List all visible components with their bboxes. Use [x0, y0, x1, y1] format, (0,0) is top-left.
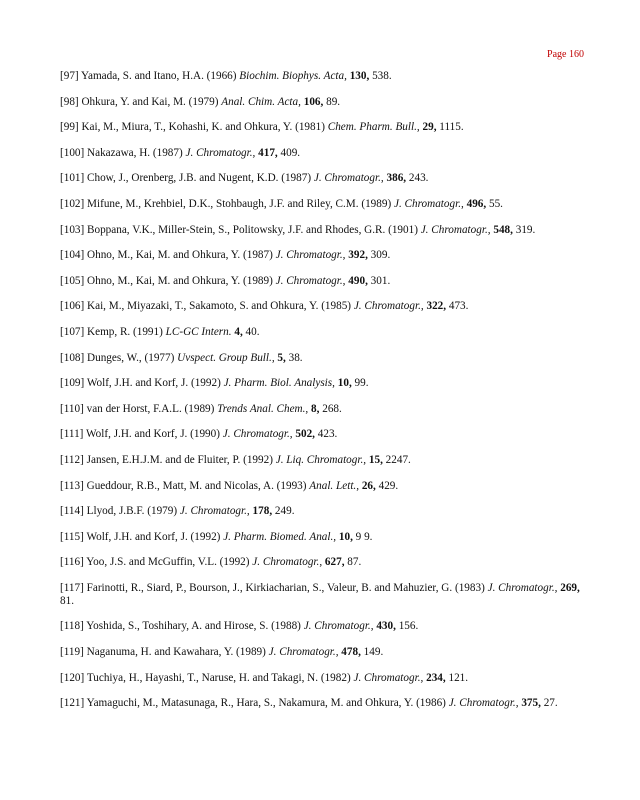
ref-volume: 234, — [426, 671, 446, 684]
ref-number: [106] — [60, 300, 85, 313]
ref-volume: 478, — [341, 646, 361, 659]
ref-authors: Ohno, M., Kai, M. and Ohkura, Y. (1987) — [87, 249, 273, 262]
ref-journal: J. Liq. Chromatogr., — [275, 453, 367, 466]
ref-pages: 89. — [326, 95, 341, 108]
ref-journal: Anal. Lett., — [309, 479, 360, 492]
reference-item — [60, 531, 592, 544]
ref-journal: J. Chromatogr., — [179, 505, 250, 518]
reference-item — [60, 672, 592, 685]
reference-item — [60, 249, 592, 262]
ref-journal: Trends Anal. Chem., — [217, 402, 309, 415]
reference-item — [60, 697, 592, 710]
ref-authors: Wolf, J.H. and Korf, J. (1992) — [86, 530, 221, 543]
ref-number: [108] — [60, 351, 85, 364]
ref-volume: 15, — [368, 453, 383, 466]
ref-number: [99] — [60, 121, 79, 134]
reference-item — [60, 620, 592, 633]
ref-number: [113] — [60, 479, 84, 492]
ref-pages: 38. — [288, 351, 303, 364]
ref-journal: J. Chromatogr., — [393, 197, 464, 210]
ref-number: [101] — [60, 172, 85, 185]
ref-authors: Chow, J., Orenberg, J.B. and Nugent, K.D. (1987) — [87, 172, 312, 185]
ref-journal: J. Chromatogr., — [303, 620, 374, 633]
ref-journal: J. Chromatogr., — [353, 300, 424, 313]
ref-number: [103] — [60, 223, 85, 236]
ref-pages: 423. — [317, 428, 338, 441]
reference-item — [60, 70, 592, 83]
ref-pages: 309. — [370, 249, 391, 262]
ref-journal: J. Chromatogr., — [252, 556, 323, 569]
ref-number: [116] — [60, 556, 84, 569]
ref-number: [105] — [60, 274, 85, 287]
ref-authors: Llyod, J.B.F. (1979) — [86, 505, 178, 518]
ref-volume: 106, — [303, 95, 324, 108]
ref-volume: 4, — [234, 325, 243, 338]
ref-journal: J. Chromatogr., — [353, 671, 424, 684]
ref-authors: Yoshida, S., Toshihary, A. and Hirose, S. (1988) — [86, 620, 301, 633]
ref-volume: 322, — [426, 300, 447, 313]
reference-item — [60, 505, 592, 518]
page-number: Page 160 — [547, 49, 584, 60]
ref-pages: 429. — [378, 479, 399, 492]
ref-volume: 548, — [493, 223, 513, 236]
ref-authors: Ohno, M., Kai, M. and Ohkura, Y. (1989) — [87, 274, 273, 287]
ref-authors: Naganuma, H. and Kawahara, Y. (1989) — [86, 646, 266, 659]
ref-authors: Tuchiya, H., Hayashi, T., Naruse, H. and Takagi, N. (1982) — [86, 671, 351, 684]
ref-authors: Jansen, E.H.J.M. and de Fluiter, P. (1992) — [86, 453, 273, 466]
ref-volume: 269, — [560, 581, 580, 594]
ref-journal: J. Chromatogr., — [185, 146, 256, 159]
ref-pages: 156. — [398, 620, 419, 633]
ref-journal: Chem. Pharm. Bull., — [327, 121, 420, 134]
reference-item — [60, 326, 592, 339]
reference-item — [60, 172, 592, 185]
ref-pages: 87. — [347, 556, 362, 569]
ref-volume: 375, — [521, 697, 541, 710]
ref-volume: 10, — [337, 377, 352, 390]
ref-volume: 490, — [348, 274, 368, 287]
ref-number: [121] — [60, 697, 85, 710]
ref-authors: Farinotti, R., Siard, P., Bourson, J., Kirkiacharian, S., Valeur, B. and Mahuzier, G. (1983) — [86, 581, 485, 594]
ref-authors: Nakazawa, H. (1987) — [87, 146, 183, 159]
reference-item — [60, 480, 592, 493]
ref-number: [112] — [60, 453, 84, 466]
ref-authors: Gueddour, R.B., Matt, M. and Nicolas, A. (1993) — [86, 479, 307, 492]
ref-number: [107] — [60, 325, 85, 338]
ref-authors: Kai, M., Miura, T., Kohashi, K. and Ohkura, Y. (1981) — [81, 121, 325, 134]
ref-pages: 268. — [322, 402, 342, 415]
ref-volume: 8, — [311, 402, 320, 415]
ref-journal: J. Chromatogr., — [313, 172, 384, 185]
ref-number: [110] — [60, 402, 84, 415]
ref-pages: 249. — [274, 505, 295, 518]
reference-item — [60, 300, 592, 313]
ref-volume: 430, — [376, 620, 396, 633]
reference-item — [60, 121, 592, 134]
ref-number: [117] — [60, 581, 84, 594]
ref-number: [109] — [60, 377, 85, 390]
ref-number: [115] — [60, 530, 84, 543]
ref-volume: 178, — [252, 505, 273, 518]
ref-journal: J. Chromatogr., — [487, 581, 558, 594]
ref-journal: J. Chromatogr., — [275, 274, 346, 287]
ref-volume: 392, — [348, 249, 368, 262]
ref-authors: Dunges, W., (1977) — [87, 351, 175, 364]
ref-number: [118] — [60, 620, 84, 633]
ref-number: [104] — [60, 249, 85, 262]
reference-item — [60, 377, 592, 390]
ref-journal: J. Pharm. Biol. Analysis, — [223, 377, 335, 390]
ref-volume: 130, — [349, 70, 370, 82]
ref-journal: Anal. Chim. Acta, — [221, 95, 301, 108]
reference-item — [60, 96, 592, 109]
ref-pages: 319. — [515, 223, 536, 236]
ref-number: [119] — [60, 646, 84, 659]
ref-journal: Biochim. Biophys. Acta, — [239, 70, 347, 82]
ref-authors: Kai, M., Miyazaki, T., Sakamoto, S. and Ohkura, Y. (1985) — [87, 300, 352, 313]
reference-item — [60, 454, 592, 467]
reference-item — [60, 198, 592, 211]
ref-journal: J. Chromatogr., — [420, 223, 491, 236]
ref-pages: 9 9. — [355, 530, 373, 543]
ref-volume: 496, — [466, 197, 487, 210]
reference-item — [60, 646, 592, 659]
reference-item — [60, 275, 592, 288]
ref-volume: 10, — [338, 530, 353, 543]
ref-journal: Uvspect. Group Bull., — [177, 351, 275, 364]
ref-pages: 473. — [448, 300, 469, 313]
ref-authors: Yoo, J.S. and McGuffin, V.L. (1992) — [86, 556, 250, 569]
reference-item — [60, 582, 592, 608]
ref-authors: Yamada, S. and Itano, H.A. (1966) — [81, 70, 237, 82]
ref-journal: J. Chromatogr., — [448, 697, 519, 710]
ref-pages: 99. — [354, 377, 369, 390]
ref-pages: 27. — [543, 697, 558, 710]
ref-volume: 417, — [258, 146, 278, 159]
ref-pages: 81. — [60, 594, 74, 607]
ref-pages: 1115. — [439, 121, 464, 134]
ref-volume: 502, — [295, 428, 315, 441]
ref-authors: Wolf, J.H. and Korf, J. (1990) — [86, 428, 220, 441]
ref-pages: 121. — [448, 671, 469, 684]
ref-pages: 301. — [370, 274, 391, 287]
ref-authors: Ohkura, Y. and Kai, M. (1979) — [81, 95, 219, 108]
reference-item — [60, 556, 592, 569]
ref-number: [100] — [60, 146, 85, 159]
ref-pages: 55. — [488, 197, 503, 210]
ref-number: [98] — [60, 95, 79, 108]
ref-authors: Boppana, V.K., Miller-Stein, S., Politowsky, J.F. and Rhodes, G.R. (1901) — [87, 223, 418, 236]
ref-journal: J. Pharm. Biomed. Anal., — [223, 530, 337, 543]
ref-pages: 40. — [245, 325, 260, 338]
reference-item — [60, 224, 592, 237]
ref-number: [102] — [60, 197, 85, 210]
ref-volume: 627, — [324, 556, 345, 569]
ref-journal: LC-GC Intern. — [165, 325, 232, 338]
ref-pages: 149. — [363, 646, 384, 659]
ref-number: [120] — [60, 671, 85, 684]
ref-volume: 29, — [422, 121, 437, 134]
ref-authors: van der Horst, F.A.L. (1989) — [86, 402, 215, 415]
ref-volume: 26, — [361, 479, 376, 492]
reference-list — [60, 70, 592, 723]
reference-item — [60, 147, 592, 160]
ref-pages: 409. — [280, 146, 301, 159]
ref-number: [97] — [60, 70, 79, 82]
ref-volume: 5, — [277, 351, 286, 364]
ref-journal: J. Chromatogr., — [268, 646, 339, 659]
ref-pages: 2247. — [385, 453, 411, 466]
ref-journal: J. Chromatogr., — [275, 249, 346, 262]
ref-volume: 386, — [386, 172, 407, 185]
ref-number: [114] — [60, 505, 84, 518]
ref-authors: Kemp, R. (1991) — [87, 325, 163, 338]
reference-item — [60, 428, 592, 441]
ref-authors: Yamaguchi, M., Matasunaga, R., Hara, S., Nakamura, M. and Ohkura, Y. (1986) — [86, 697, 446, 710]
ref-authors: Mifune, M., Krehbiel, D.K., Stohbaugh, J.F. and Riley, C.M. (1989) — [87, 197, 392, 210]
ref-pages: 538. — [372, 70, 392, 82]
ref-journal: J. Chromatogr., — [222, 428, 293, 441]
ref-pages: 243. — [408, 172, 429, 185]
reference-item — [60, 352, 592, 365]
ref-number: [111] — [60, 428, 84, 441]
reference-item — [60, 403, 592, 416]
ref-authors: Wolf, J.H. and Korf, J. (1992) — [86, 377, 221, 390]
